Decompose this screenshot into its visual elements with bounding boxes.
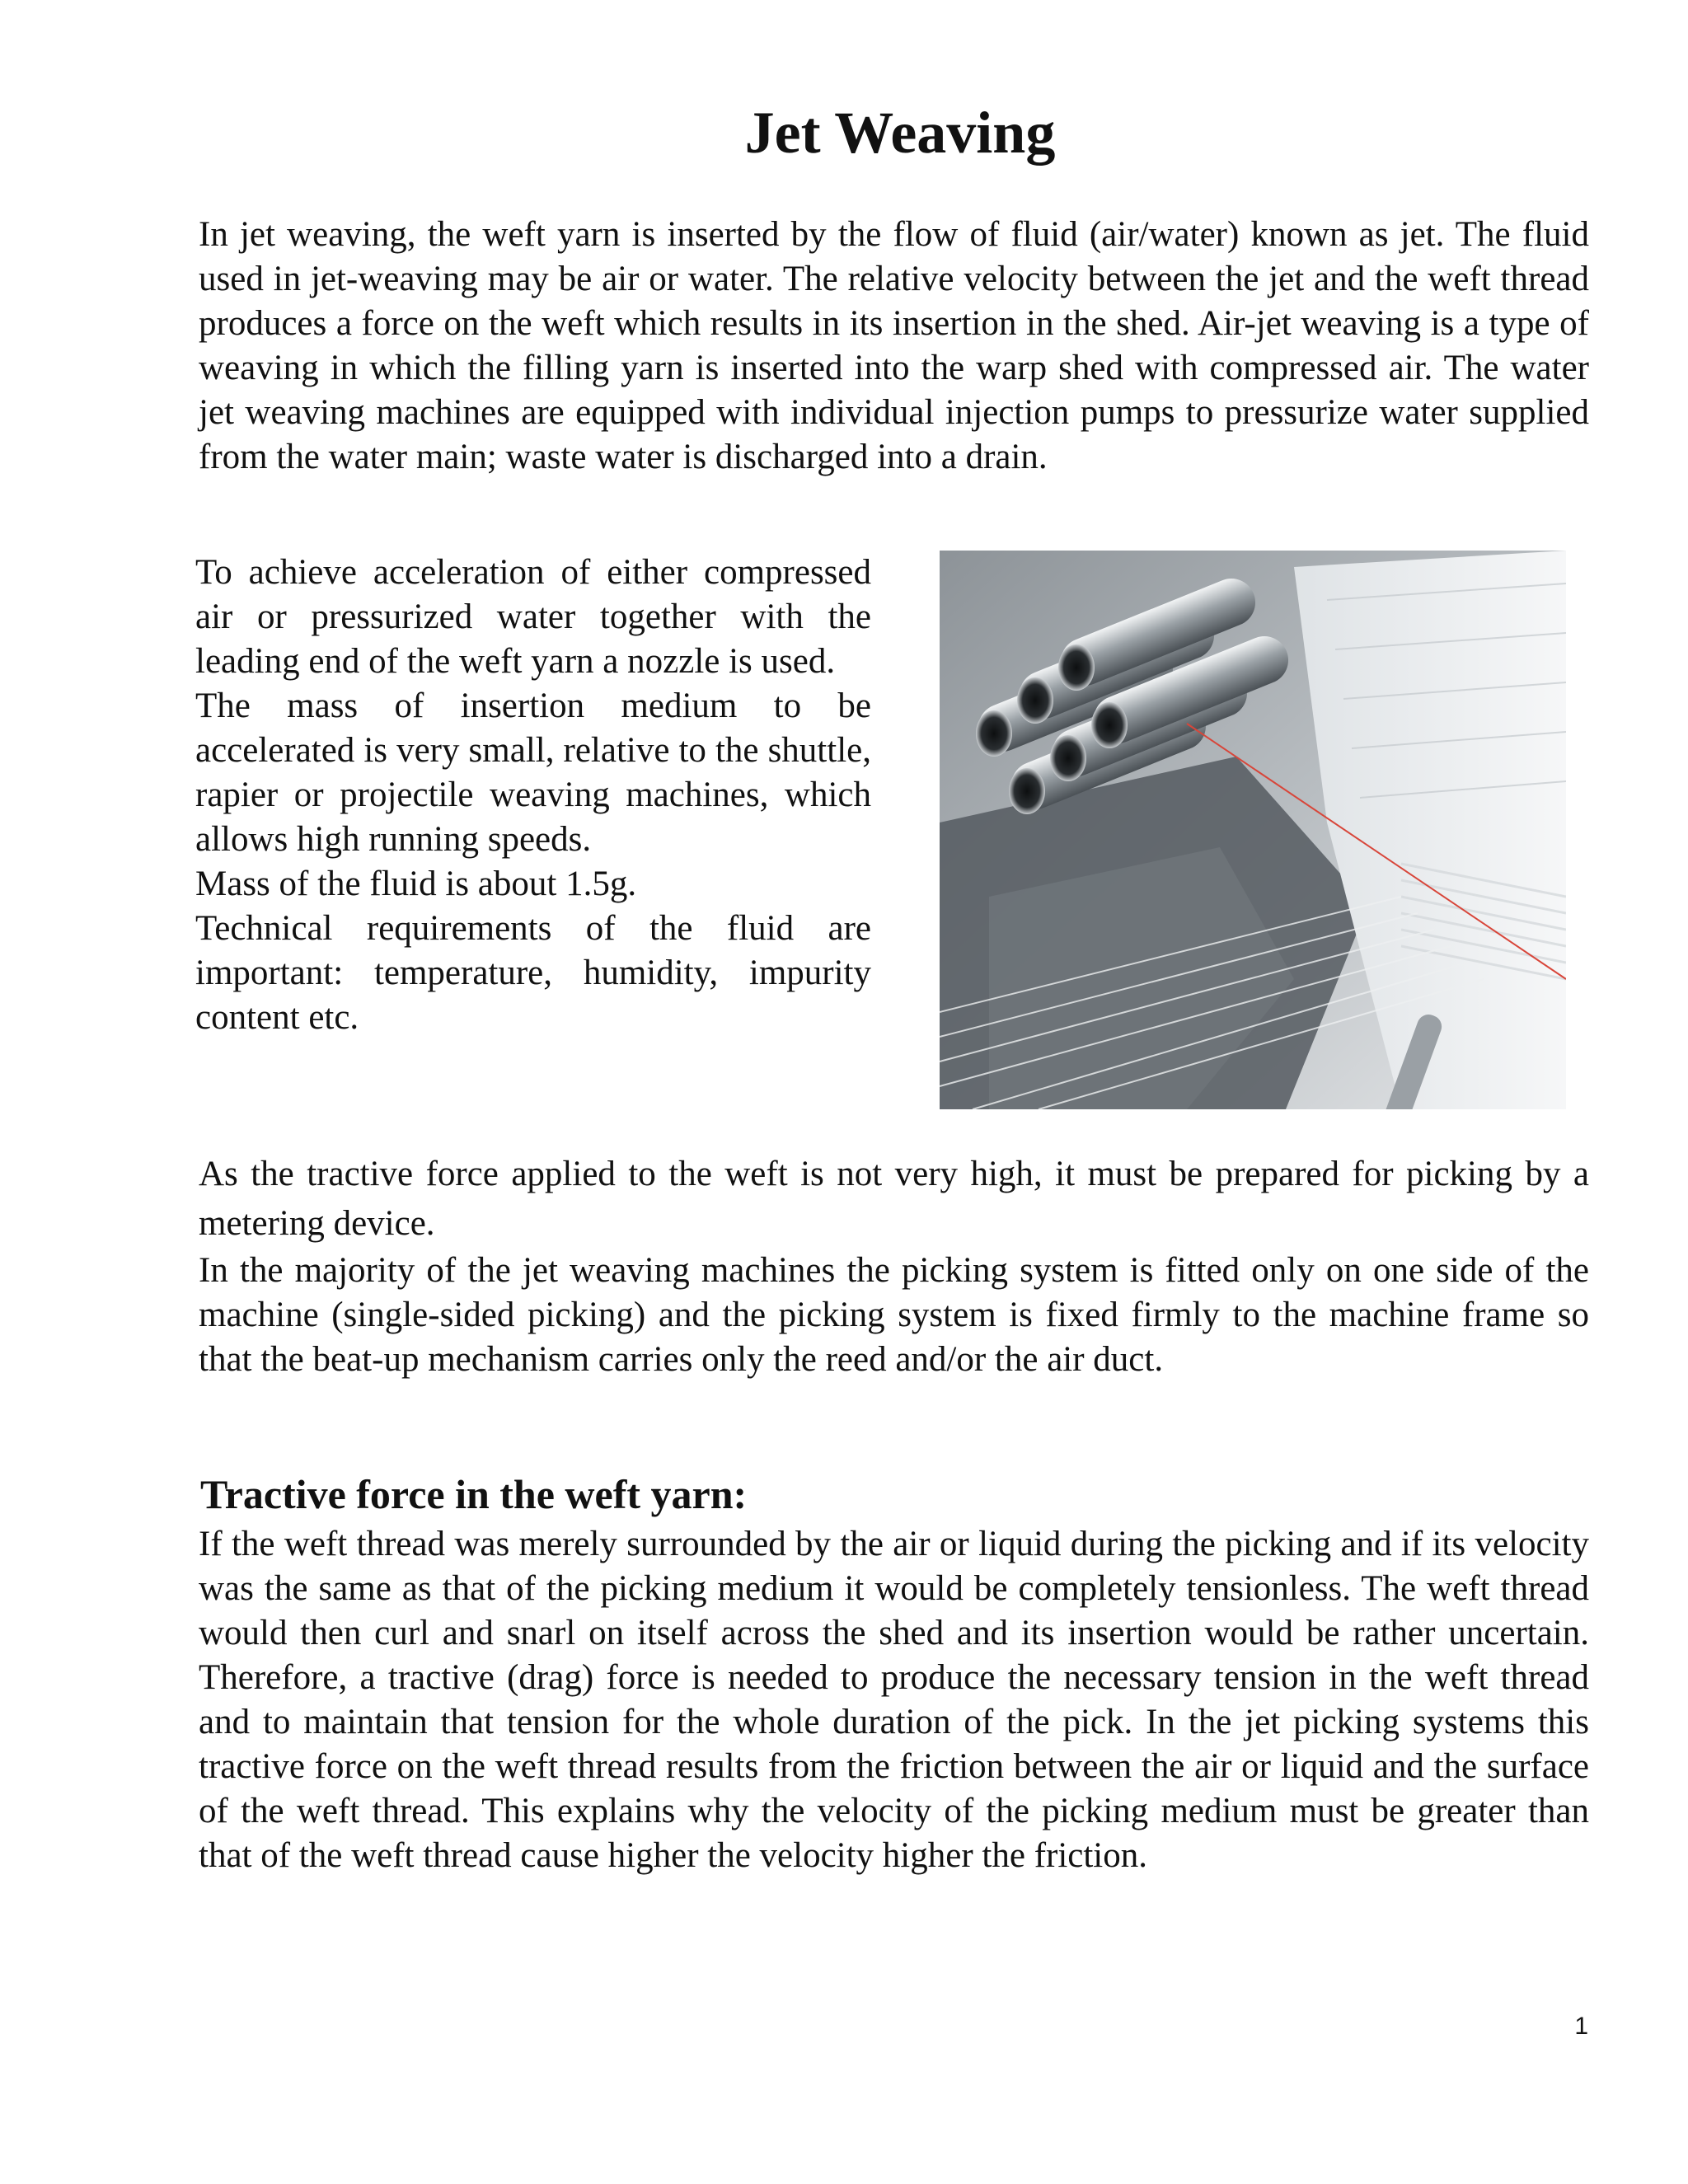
metering-section — [199, 1150, 1589, 1382]
section-heading: Tractive force in the weft yarn: — [200, 1471, 748, 1517]
metering-paragraph: As the tractive force applied to the weft is not very high, it must be prepared for picking by a metering device. — [199, 1155, 1589, 1243]
jet-nozzle-photo — [940, 551, 1566, 1109]
insertion-mass-paragraph: The mass of insertion medium to be accelerated is very small, relative to the shuttle, rapier or projectile weaving machines, which allows high running speeds. — [195, 687, 871, 859]
fluid-mass-paragraph: Mass of the fluid is about 1.5g. — [195, 865, 637, 903]
jet-nozzle-illustration — [940, 551, 1566, 1109]
tractive-force-paragraph: If the weft thread was merely surrounded by the air or liquid during the picking and if its velocity was the same as that of the picking medium it would be completely tensionless. The weft thread would then curl and snarl on itself across the shed and its insertion would be rather uncertain. Therefore, a tractive (drag) force is needed to produce the necessary tension in the weft thread and to maintain that tension for the whole duration of the pick. In the jet picking systems this tractive force on the weft thread results from the friction between the air or liquid and the surface of the weft thread. This explains why the velocity of the picking medium must be greater than that of the weft thread cause higher the velocity higher the friction. — [199, 1525, 1589, 1875]
single-sided-picking-paragraph: In the majority of the jet weaving machines the picking system is fitted only on one side of the machine (single-sided picking) and the picking system is fixed firmly to the machine frame so that the beat-up mechanism carries only the reed and/or the air duct. — [199, 1251, 1589, 1379]
page-title: Jet Weaving — [744, 100, 1056, 166]
nozzle-text-column — [195, 551, 871, 1040]
nozzle-paragraph: To achieve acceleration of either compressed air or pressurized water together with the leading end of the weft yarn a nozzle is used. — [195, 553, 871, 681]
technical-requirements-paragraph: Technical requirements of the fluid are important: temperature, humidity, impurity content etc. — [195, 909, 871, 1037]
page-number: 1 — [1574, 2013, 1588, 2040]
intro-paragraph: In jet weaving, the weft yarn is inserted by the flow of fluid (air/water) known as jet. The fluid used in jet-weaving may be air or water. The relative velocity between the jet and the weft thread produces a force on the weft which results in its insertion in the shed. Air-jet weaving is a type of weaving in which the filling yarn is inserted into the warp shed with compressed air. The water jet weaving machines are equipped with individual injection pumps to pressurize water supplied from the water main; waste water is discharged into a drain. — [199, 215, 1589, 476]
